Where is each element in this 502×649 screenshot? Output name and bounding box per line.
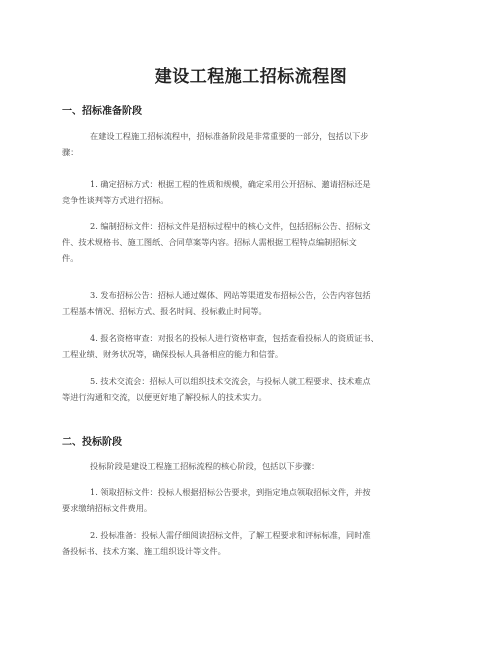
intro-line: 投标阶段是建设工程施工招标流程的核心阶段，包括以下步骤： [90,461,320,471]
section-intro-bidding [62,458,442,474]
step-paragraph [62,373,442,405]
step-paragraph [62,527,442,559]
step-paragraph [62,330,442,362]
step-line: 备投标书、技术方案、施工组织设计等文件。 [62,546,226,556]
step-paragraph [62,218,442,266]
step-line: 5. 技术交流会：招标人可以组织技术交流会，与投标人就工程要求、技术难点 [90,376,371,386]
step-line: 工程业绩、财务状况等，确保投标人具备相应的能力和信誉。 [62,349,284,359]
step-line: 工程基本情况、招标方式、报名时间、投标截止时间等。 [62,306,267,316]
step-line: 要求缴纳招标文件费用。 [62,503,153,513]
step-line: 件、技术规格书、施工图纸、合同草案等内容。招标人需根据工程特点编制招标文 [62,237,357,247]
step-line: 等进行沟通和交流，以便更好地了解投标人的技术实力。 [62,392,267,402]
section-heading-preparation: 一、招标准备阶段 [62,106,142,117]
intro-line: 骤： [62,147,79,157]
step-paragraph [62,484,442,516]
step-line: 件。 [62,253,79,263]
step-line: 1. 确定招标方式：根据工程的性质和规模，确定采用公开招标、邀请招标还是 [90,179,371,189]
step-paragraph [62,287,442,319]
step-line: 竞争性谈判等方式进行招标。 [62,195,169,205]
step-line: 3. 发布招标公告：招标人通过媒体、网站等渠道发布招标公告，公告内容包括 [90,290,371,300]
section-heading-bidding: 二、投标阶段 [62,437,122,448]
step-line: 2. 编制招标文件：招标文件是招标过程中的核心文件，包括招标公告、招标文 [90,221,371,231]
section-intro-preparation [62,128,442,160]
document-title: 建设工程施工招标流程图 [154,67,348,87]
step-paragraph [62,176,442,208]
step-line: 2. 投标准备：投标人需仔细阅读招标文件，了解工程要求和评标标准，同时准 [90,530,371,540]
intro-line: 在建设工程施工招标流程中，招标准备阶段是非常重要的一部分，包括以下步 [90,131,369,141]
step-line: 1. 领取招标文件：投标人根据招标公告要求，到指定地点领取招标文件，并按 [90,487,371,497]
step-line: 4. 报名资格审查：对报名的投标人进行资格审查，包括查看投标人的资质证书、 [90,333,379,343]
